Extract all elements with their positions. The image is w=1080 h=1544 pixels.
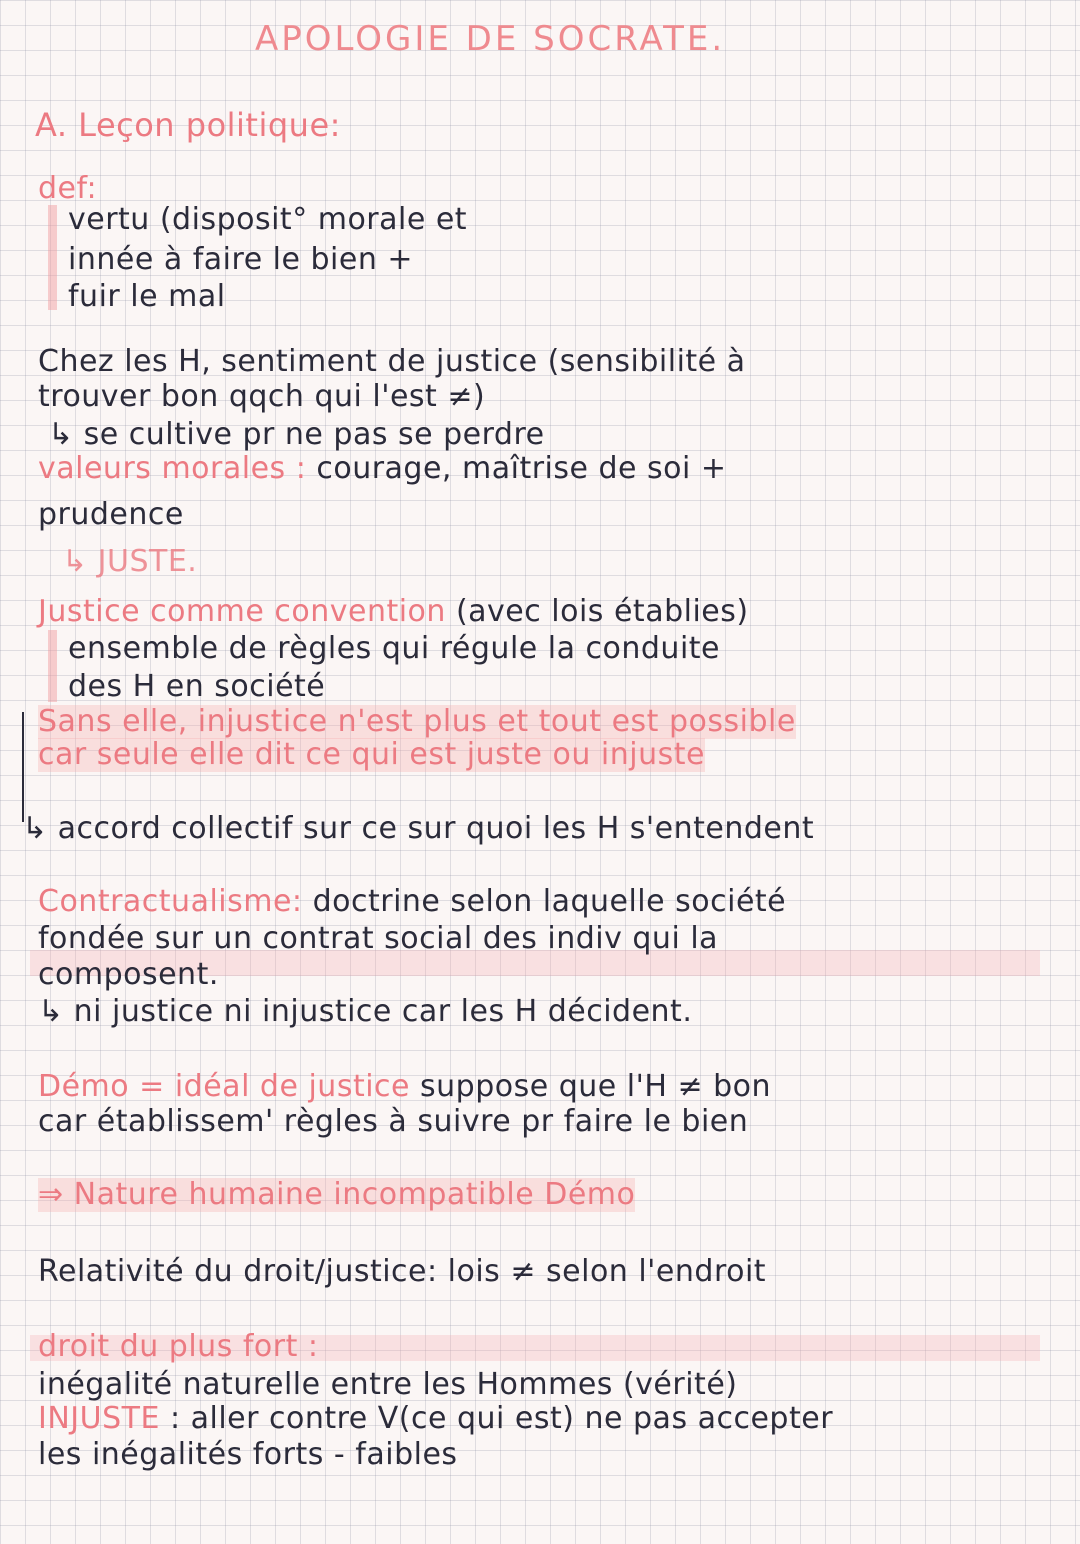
injuste-label: INJUSTE bbox=[38, 1401, 160, 1436]
juste-text: ↳ JUSTE. bbox=[62, 544, 198, 579]
valeurs-text: courage, maîtrise de soi + bbox=[306, 451, 727, 486]
contract-line bbox=[38, 885, 786, 919]
nature-text: ⇒ Nature humaine incompatible Démo bbox=[38, 1177, 636, 1212]
demo-label: Démo = idéal de justice bbox=[38, 1069, 410, 1104]
justice-margin-bar bbox=[48, 630, 57, 702]
sans-line-1: Sans elle, injustice n'est plus et tout est possible bbox=[38, 704, 796, 739]
demo-line bbox=[38, 1070, 771, 1104]
sentiment-line-3: ↳ se cultive pr ne pas se perdre bbox=[48, 417, 545, 452]
valeurs-line bbox=[38, 452, 727, 486]
justice-rest: (avec lois établies) bbox=[445, 594, 749, 629]
droit-line-3: les inégalités forts - faibles bbox=[38, 1437, 458, 1472]
def-margin-bar bbox=[48, 205, 57, 310]
justice-line bbox=[38, 595, 749, 629]
sentiment-line-2: trouver bon qqch qui l'est ≠) bbox=[38, 379, 486, 414]
valeurs-label: valeurs morales : bbox=[38, 451, 307, 486]
droit-line-1: inégalité naturelle entre les Hommes (vérité) bbox=[38, 1367, 738, 1402]
relativite-text: Relativité du droit/justice: lois ≠ selon l'endroit bbox=[38, 1254, 767, 1289]
sans-bracket bbox=[22, 712, 24, 822]
droit-label: droit du plus fort : bbox=[38, 1329, 319, 1364]
injuste-line bbox=[38, 1402, 833, 1436]
demo-line-2: car établissem' règles à suivre pr faire le bien bbox=[38, 1104, 749, 1139]
demo-rest: suppose que l'H ≠ bon bbox=[410, 1069, 772, 1104]
contract-label: Contractualisme: bbox=[38, 884, 303, 919]
sentiment-line-1: Chez les H, sentiment de justice (sensibilité à bbox=[38, 344, 746, 379]
justice-label: Justice comme convention bbox=[38, 594, 446, 629]
sans-line-2: car seule elle dit ce qui est juste ou injuste bbox=[38, 737, 705, 772]
contract-line-3: ↳ ni justice ni injustice car les H décident. bbox=[38, 994, 693, 1029]
def-line-3: fuir le mal bbox=[68, 279, 226, 314]
prudence-text: prudence bbox=[38, 497, 184, 532]
accord-text: ↳ accord collectif sur ce sur quoi les H s'entendent bbox=[22, 811, 815, 846]
def-label: def: bbox=[38, 171, 98, 206]
contract-line-1: fondée sur un contrat social des indiv qui la bbox=[38, 921, 719, 956]
contract-rest: doctrine selon laquelle société bbox=[302, 884, 787, 919]
justice-line-2: des H en société bbox=[68, 669, 326, 704]
page-title: APOLOGIE DE SOCRATE. bbox=[255, 19, 726, 59]
def-line-1: vertu (disposit° morale et bbox=[68, 202, 468, 237]
section-heading: A. Leçon politique: bbox=[35, 106, 341, 144]
justice-line-1: ensemble de règles qui régule la conduite bbox=[68, 631, 720, 666]
injuste-rest: : aller contre V(ce qui est) ne pas accepter bbox=[159, 1401, 834, 1436]
def-line-2: innée à faire le bien + bbox=[68, 242, 414, 277]
contract-line-2: composent. bbox=[38, 957, 219, 992]
